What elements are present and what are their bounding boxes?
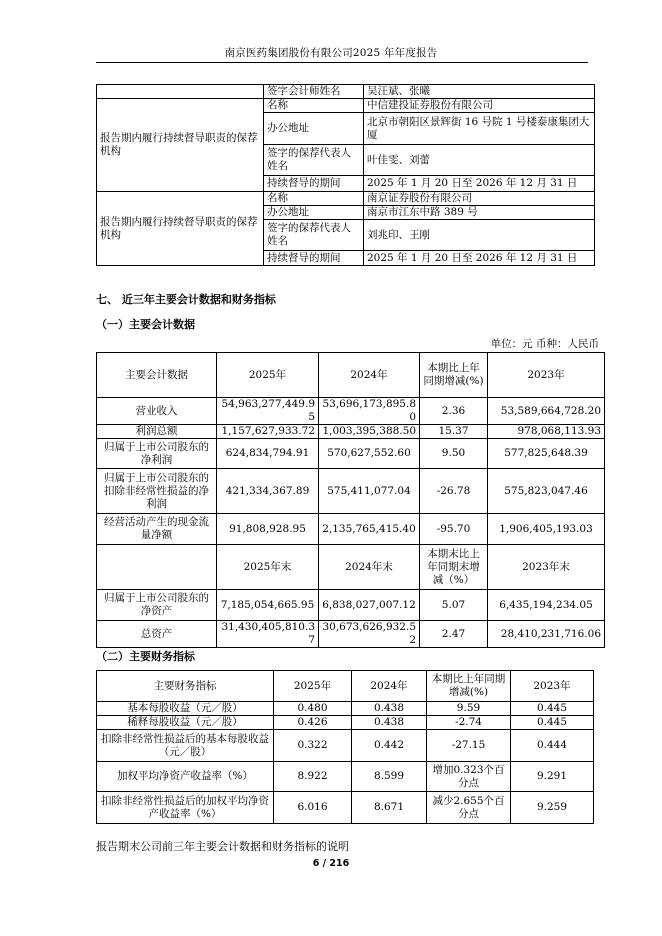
header-cell: 2025年末 — [217, 545, 319, 590]
value-cell: 30,673,626,932.52 — [319, 621, 420, 648]
table-cell: 2025 年 1 月 20 日至 2026 年 12 月 31 日 — [364, 251, 595, 266]
value-cell: 53,589,664,728.20 — [488, 398, 605, 425]
header-cell: 2023年 — [511, 671, 594, 702]
header-cell: 2023年 — [488, 353, 605, 398]
table-row — [97, 425, 605, 439]
value-cell: 54,963,277,449.95 — [217, 398, 319, 425]
value-cell: 1,003,395,388.50 — [319, 425, 420, 439]
header-cell: 2024年 — [319, 353, 420, 398]
value-cell: 624,834,794.91 — [217, 439, 319, 469]
row-label: 归属于上市公司股东的净资产 — [97, 590, 217, 621]
row-label: 扣除非经常性损益后的基本每股收益（元／股） — [97, 730, 274, 762]
value-cell: 6,838,027,007.12 — [319, 590, 420, 621]
table-cell — [97, 85, 264, 99]
table-cell: 2025 年 1 月 20 日至 2026 年 12 月 31 日 — [364, 176, 595, 192]
subsection-title: （一）主要会计数据 — [96, 318, 195, 331]
value-cell: -27.15 — [427, 730, 511, 762]
value-cell: 8.599 — [352, 762, 427, 792]
value-cell: -26.78 — [420, 469, 488, 514]
value-cell: 15.37 — [420, 425, 488, 439]
value-cell: 7,185,054,665.95 — [217, 590, 319, 621]
header-rule — [96, 62, 588, 63]
table-row — [97, 702, 594, 716]
section-title: 七、 近三年主要会计数据和财务指标 — [96, 293, 276, 306]
value-cell: 0.426 — [274, 716, 352, 730]
value-cell: -95.70 — [420, 514, 488, 545]
table-cell: 刘兆印、王刚 — [364, 220, 595, 251]
table-cell: 持续督导的期间 — [264, 176, 364, 192]
value-cell: 575,823,047.46 — [488, 469, 605, 514]
table-row — [97, 469, 605, 514]
value-cell: 2,135,765,415.40 — [319, 514, 420, 545]
header-cell: 2025年 — [274, 671, 352, 702]
table-cell: 吴汪斌、张曦 — [364, 85, 595, 99]
value-cell: 577,825,648.39 — [488, 439, 605, 469]
row-label: 稀释每股收益（元／股） — [97, 716, 274, 730]
value-cell: 1,906,405,193.03 — [488, 514, 605, 545]
table-header-row — [97, 545, 605, 590]
page-header: 南京医药集团股份有限公司2025 年年度报告 — [224, 47, 438, 59]
sponsor-table — [96, 84, 595, 266]
table-cell: 办公地址 — [264, 206, 364, 220]
header-cell: 本期末比上年同期末增减（%） — [420, 545, 488, 590]
value-cell: 0.438 — [352, 702, 427, 716]
table-row — [97, 85, 595, 99]
value-cell: 0.444 — [511, 730, 594, 762]
table-cell: 南京证券股份有限公司 — [364, 192, 595, 206]
value-cell: 8.922 — [274, 762, 352, 792]
value-cell: 6,435,194,234.05 — [488, 590, 605, 621]
value-cell: 8.671 — [352, 792, 427, 824]
row-label: 营业收入 — [97, 398, 217, 425]
value-cell: 28,410,231,716.06 — [488, 621, 605, 648]
value-cell: 978,068,113.93 — [488, 425, 605, 439]
value-cell: 570,627,552.60 — [319, 439, 420, 469]
financial-indicator-table — [96, 670, 594, 824]
unit-line: 单位：元 币种：人民币 — [490, 338, 599, 350]
table-cell: 签字会计师姓名 — [264, 85, 364, 99]
table-cell: 叶佳雯、刘蕾 — [364, 145, 595, 176]
table-row — [97, 192, 595, 206]
table-row — [97, 514, 605, 545]
value-cell: 9.59 — [427, 702, 511, 716]
row-label: 扣除非经常性损益后的加权平均净资产收益率（%） — [97, 792, 274, 824]
value-cell: 9.291 — [511, 762, 594, 792]
value-cell: 0.438 — [352, 716, 427, 730]
table-cell: 中信建投证券股份有限公司 — [364, 99, 595, 113]
value-cell: 0.480 — [274, 702, 352, 716]
value-cell: 31,430,405,810.37 — [217, 621, 319, 648]
value-cell: 0.442 — [352, 730, 427, 762]
value-cell: 9.50 — [420, 439, 488, 469]
subsection-title: （二）主要财务指标 — [96, 650, 195, 663]
value-cell: -2.74 — [427, 716, 511, 730]
table-cell: 名称 — [264, 99, 364, 113]
table-cell: 南京市江东中路 389 号 — [364, 206, 595, 220]
value-cell: 0.445 — [511, 702, 594, 716]
header-cell: 本期比上年同期增减(%) — [420, 353, 488, 398]
value-cell: 91,808,928.95 — [217, 514, 319, 545]
header-cell: 2024年末 — [319, 545, 420, 590]
table-row — [97, 730, 594, 762]
table-cell: 签字的保荐代表人姓名 — [264, 145, 364, 176]
row-label: 利润总额 — [97, 425, 217, 439]
row-label: 基本每股收益（元／股） — [97, 702, 274, 716]
header-cell: 2023年末 — [488, 545, 605, 590]
table-cell: 名称 — [264, 192, 364, 206]
header-cell: 2024年 — [352, 671, 427, 702]
value-cell: 421,334,367.89 — [217, 469, 319, 514]
row-label: 总资产 — [97, 621, 217, 648]
table-cell: 持续督导的期间 — [264, 251, 364, 266]
row-label: 归属于上市公司股东的净利润 — [97, 439, 217, 469]
table-row — [97, 716, 594, 730]
table-row — [97, 398, 605, 425]
sponsor-group-title: 报告期内履行持续督导职责的保荐机构 — [97, 192, 264, 266]
value-cell: 53,696,173,895.80 — [319, 398, 420, 425]
table-header-row — [97, 671, 594, 702]
value-cell: 0.322 — [274, 730, 352, 762]
table-row — [97, 99, 595, 113]
value-cell: 减少2.655个百分点 — [427, 792, 511, 824]
row-label: 经营活动产生的现金流量净额 — [97, 514, 217, 545]
row-label: 加权平均净资产收益率（%） — [97, 762, 274, 792]
table-row — [97, 762, 594, 792]
row-label: 归属于上市公司股东的扣除非经常性损益的净利润 — [97, 469, 217, 514]
header-cell: 主要会计数据 — [97, 353, 217, 398]
value-cell: 5.07 — [420, 590, 488, 621]
value-cell: 6.016 — [274, 792, 352, 824]
sponsor-group-title: 报告期内履行持续督导职责的保荐机构 — [97, 99, 264, 192]
value-cell: 1,157,627,933.72 — [217, 425, 319, 439]
value-cell: 增加0.323个百分点 — [427, 762, 511, 792]
value-cell: 2.47 — [420, 621, 488, 648]
table-row — [97, 590, 605, 621]
table-cell: 北京市朝阳区景辉街 16 号院 1 号楼泰康集团大厦 — [364, 113, 595, 145]
table-cell: 办公地址 — [264, 113, 364, 145]
header-cell: 主要财务指标 — [97, 671, 274, 702]
table-cell: 签字的保荐代表人姓名 — [264, 220, 364, 251]
value-cell: 2.36 — [420, 398, 488, 425]
table-row — [97, 621, 605, 648]
table-row — [97, 792, 594, 824]
header-cell — [97, 545, 217, 590]
value-cell: 0.445 — [511, 716, 594, 730]
table-row — [97, 439, 605, 469]
header-cell: 2025年 — [217, 353, 319, 398]
table-header-row — [97, 353, 605, 398]
value-cell: 9.259 — [511, 792, 594, 824]
explanatory-note: 报告期末公司前三年主要会计数据和财务指标的说明 — [96, 840, 349, 853]
accounting-data-table — [96, 352, 605, 648]
page-number: 6 / 216 — [312, 858, 350, 869]
value-cell: 575,411,077.04 — [319, 469, 420, 514]
header-cell: 本期比上年同期增减(%) — [427, 671, 511, 702]
